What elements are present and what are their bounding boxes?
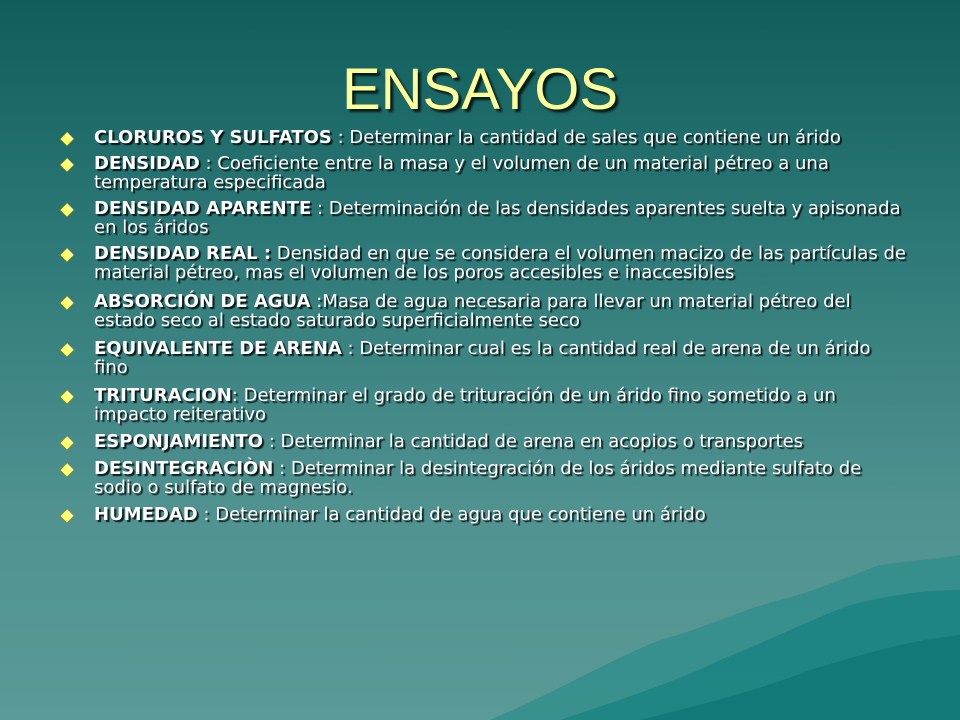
list-item [58,339,908,377]
diamond-bullet-icon [58,130,76,148]
list-item [58,386,908,424]
item-description: : Determinar la cantidad de sales que contiene un árido [331,127,841,148]
diamond-bullet-icon [58,156,76,174]
item-term: ABSORCIÓN DE AGUA [94,291,311,312]
item-term: DENSIDAD REAL : [94,243,272,264]
item-term: ESPONJAMIENTO [94,431,263,452]
list-item [58,154,908,192]
item-term: DENSIDAD [94,153,200,174]
diamond-bullet-icon [58,461,76,479]
diamond-bullet-icon [58,507,76,525]
diamond-bullet-icon [58,434,76,452]
item-term: EQUIVALENTE DE ARENA [94,338,342,359]
item-term: HUMEDAD [94,504,198,525]
list-item [58,128,908,147]
slide-title: ENSAYOS [341,57,619,122]
list-item [58,199,908,237]
item-description: : Coeficiente entre la masa y el volumen de un material pétreo a una temperatura especificada [94,153,829,193]
list-item [58,505,908,524]
item-description: Densidad en que se considera el volumen macizo de las partículas de material pétreo, mas el volumen de los poros accesibles e inaccesibles [94,243,906,283]
item-description: : Determinar la desintegración de los áridos mediante sulfato de sodio o sulfato de magnesio. [94,458,862,498]
diamond-bullet-icon [58,388,76,406]
diamond-bullet-icon [58,246,76,264]
list-item [58,292,908,330]
item-term: TRITURACION [94,385,232,406]
list-item [58,432,908,451]
diamond-bullet-icon [58,201,76,219]
diamond-bullet-icon [58,294,76,312]
list-item [58,244,908,282]
item-description: : Determinar la cantidad de agua que contiene un árido [197,504,706,525]
item-description: : Determinación de las densidades aparentes suelta y apisonada en los áridos [94,198,901,238]
bullet-list [58,128,908,524]
item-term: DENSIDAD APARENTE [94,198,312,219]
item-description: : Determinar el grado de trituración de un árido fino sometido a un impacto reiterativo [94,385,836,425]
item-description: : Determinar cual es la cantidad real de arena de un árido fino [94,338,871,378]
item-term: CLORUROS Y SULFATOS [94,127,332,148]
list-item [58,459,908,497]
item-description: : Determinar la cantidad de arena en acopios o transportes [263,431,804,452]
item-term: DESINTEGRACIÒN [94,458,274,479]
item-description: :Masa de agua necesaria para llevar un material pétreo del estado seco al estado saturado superficialmente seco [94,291,851,331]
diamond-bullet-icon [58,341,76,359]
